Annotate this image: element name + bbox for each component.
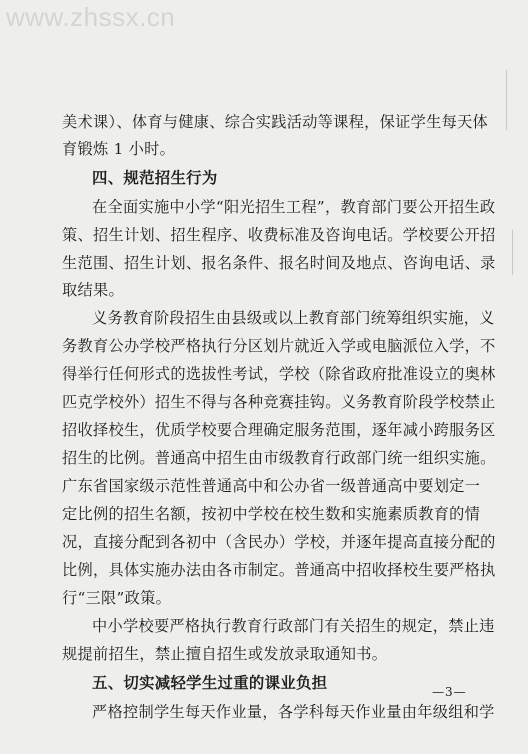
body-text-line: 中小学校要严格执行教育行政部门有关招生的规定，禁止违 [92, 617, 495, 635]
body-text-line: 生范围、招生计划、报名条件、报名时间及地点、咨询电话、录 [62, 254, 496, 272]
body-text-line: 育锻炼 1 小时。 [62, 140, 176, 158]
section-heading: 四、规范招生行为 [92, 169, 218, 187]
watermark: www.zhssx.cn [6, 2, 176, 32]
body-text-line: 严格控制学生每天作业量，各学科每天作业量由年级组和学 [92, 703, 495, 721]
body-text-line: 行“三限”政策。 [62, 589, 172, 607]
scan-mark [506, 70, 507, 130]
body-text-line: 匹克学校外）招生不得与各种竞赛挂钩。义务教育阶段学校禁止 [62, 393, 496, 411]
body-text-line: 务教育公办学校严格执行分区划片就近入学或电脑派位入学，不 [62, 337, 496, 355]
body-text-line: 规提前招生，禁止擅自招生或发放录取通知书。 [62, 645, 388, 663]
body-text-line: 在全面实施中小学“阳光招生工程”，教育部门要公开招生政 [92, 198, 496, 216]
body-text-line: 得举行任何形式的选拔性考试，学校（除省政府批准设立的奥林 [62, 365, 496, 383]
page-number: —3— [432, 685, 467, 699]
body-text-line: 招生的比例。普通高中招生由市级教育行政部门统一组织实施。 [62, 449, 496, 467]
body-text-line: 美术课）、体育与健康、综合实践活动等课程，保证学生每天体 [62, 113, 489, 131]
scan-mark [512, 230, 513, 275]
body-text-line: 策、招生计划、招生程序、收费标准及咨询电话。学校要公开招 [62, 226, 496, 244]
body-text-line: 义务教育阶段招生由县级或以上教育部门统筹组织实施，义 [92, 309, 495, 327]
section-heading: 五、切实减轻学生过重的课业负担 [92, 674, 328, 692]
body-text-line: 比例，具体实施办法由各市制定。普通高中招收择校生要严格执 [62, 561, 496, 579]
body-text-line: 定比例的招生名额，按初中学校在校生数和实施素质教育的情 [62, 505, 481, 523]
body-text-line: 招收择校生，优质学校要合理确定服务范围，逐年减小跨服务区 [62, 421, 496, 439]
body-text-line: 取结果。 [62, 281, 124, 299]
body-text-line: 况，直接分配到各初中（含民办）学校，并逐年提高直接分配的 [62, 533, 496, 551]
body-text-line: 广东省国家级示范性普通高中和公办省一级普通高中要划定一 [62, 477, 481, 495]
